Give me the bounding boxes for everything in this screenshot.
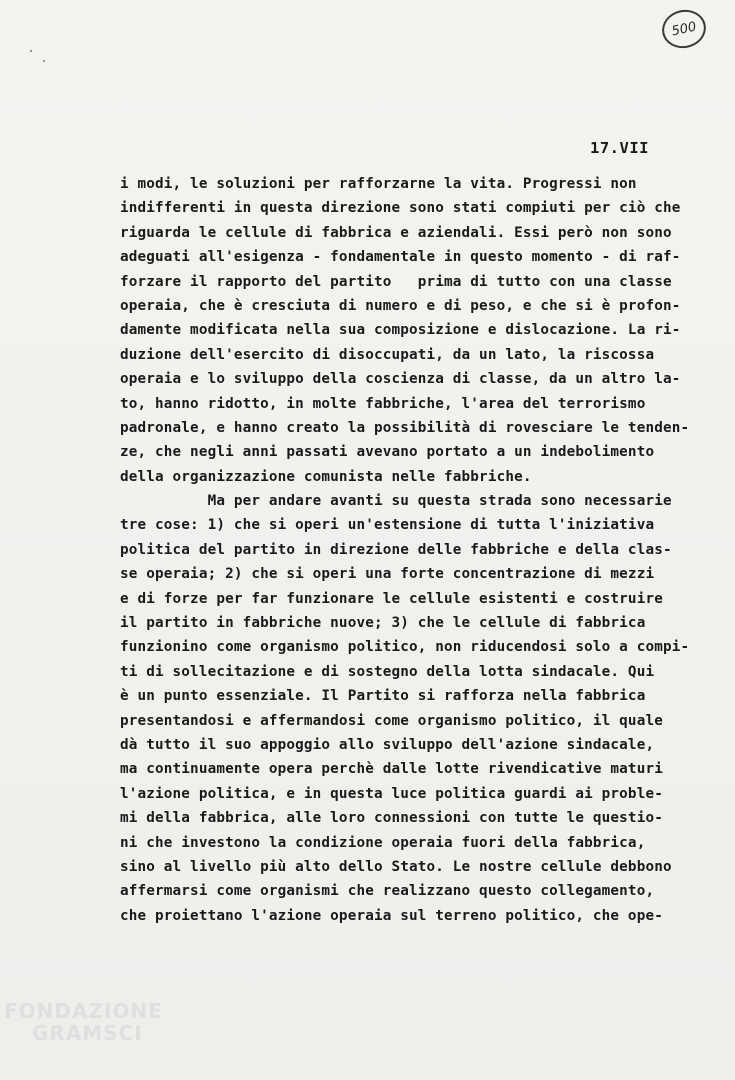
- archive-watermark: [4, 1000, 163, 1044]
- text-line: mi della fabbrica, alle loro connessioni con tutte le questio-: [120, 810, 663, 827]
- text-line: operaia e lo sviluppo della coscienza di classe, da un altro la-: [120, 371, 681, 388]
- text-line: forzare il rapporto del partito prima di tutto con una classe: [120, 273, 672, 290]
- text-line: politica del partito in direzione delle fabbriche e della clas-: [120, 541, 672, 558]
- watermark-line-2: GRAMSCI: [32, 1021, 143, 1045]
- typed-body-text: [120, 172, 690, 928]
- text-line: ze, che negli anni passati avevano portato a un indebolimento: [120, 444, 655, 461]
- text-line: affermarsi come organismi che realizzano questo collegamento,: [120, 883, 655, 900]
- stamp-number: 500: [670, 19, 698, 39]
- text-line: presentandosi e affermandosi come organismo politico, il quale: [120, 712, 663, 729]
- text-line: to, hanno ridotto, in molte fabbriche, l'area del terrorismo: [120, 395, 646, 412]
- archive-stamp: [659, 6, 710, 52]
- text-line: ni che investono la condizione operaia fuori della fabbrica,: [120, 834, 646, 851]
- text-line: l'azione politica, e in questa luce politica guardi ai proble-: [120, 785, 663, 802]
- text-line: sino al livello più alto dello Stato. Le nostre cellule debbono: [120, 858, 672, 875]
- text-line: ti di sollecitazione e di sostegno della lotta sindacale. Qui: [120, 663, 655, 680]
- text-line: ma continuamente opera perchè dalle lotte rivendicative maturi: [120, 761, 663, 778]
- text-line: duzione dell'esercito di disoccupati, da un lato, la riscossa: [120, 346, 655, 363]
- text-line: e di forze per far funzionare le cellule esistenti e costruire: [120, 590, 663, 607]
- text-line: il partito in fabbriche nuove; 3) che le cellule di fabbrica: [120, 615, 646, 632]
- text-line: riguarda le cellule di fabbrica e aziendali. Essi però non sono: [120, 224, 672, 241]
- text-line: adeguati all'esigenza - fondamentale in questo momento - di raf-: [120, 249, 681, 266]
- text-line: che proiettano l'azione operaia sul terreno politico, che ope-: [120, 907, 663, 924]
- paper-speck: [30, 50, 32, 52]
- paper-speck: [43, 60, 45, 62]
- page-number: 17.VII: [590, 139, 649, 157]
- text-line: dà tutto il suo appoggio allo sviluppo dell'azione sindacale,: [120, 736, 655, 753]
- text-line: indifferenti in questa direzione sono stati compiuti per ciò che: [120, 200, 681, 217]
- text-line: della organizzazione comunista nelle fabbriche.: [120, 468, 532, 485]
- text-line: i modi, le soluzioni per rafforzarne la vita. Progressi non: [120, 176, 637, 192]
- watermark-line-1: FONDAZIONE: [4, 999, 163, 1023]
- text-line: damente modificata nella sua composizione e dislocazione. La ri-: [120, 322, 681, 339]
- text-line: funzionino come organismo politico, non riducendosi solo a compi-: [120, 639, 690, 656]
- text-line: è un punto essenziale. Il Partito si rafforza nella fabbrica: [120, 688, 646, 705]
- text-line: Ma per andare avanti su questa strada sono necessarie: [120, 493, 672, 510]
- text-line: se operaia; 2) che si operi una forte concentrazione di mezzi: [120, 566, 655, 583]
- text-line: tre cose: 1) che si operi un'estensione di tutta l'iniziativa: [120, 517, 655, 534]
- text-line: padronale, e hanno creato la possibilità di rovesciare le tenden-: [120, 419, 690, 436]
- text-line: operaia, che è cresciuta di numero e di peso, e che si è profon-: [120, 297, 681, 314]
